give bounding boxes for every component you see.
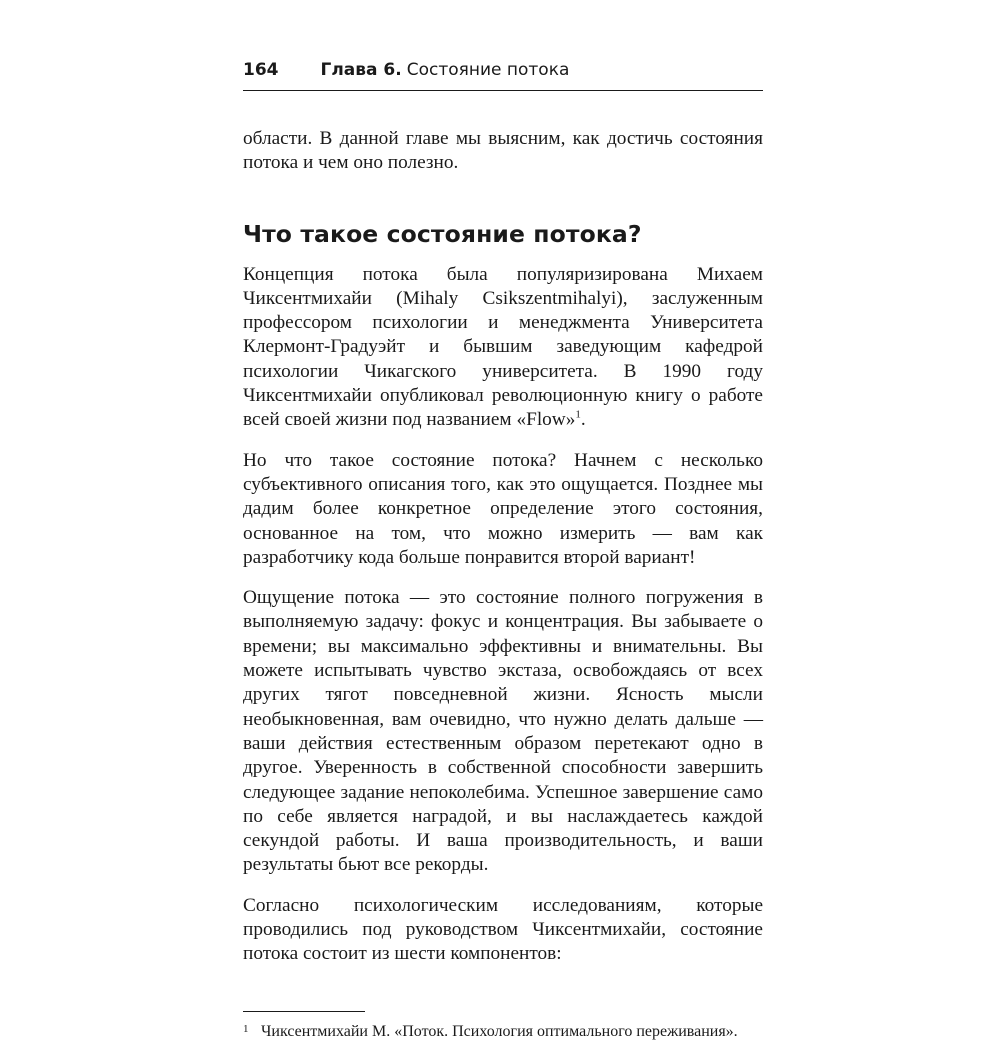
paragraph-flow-description: Ощущение потока — это состояние полного погружения в выполняемую задачу: фокус и концентрация. Вы забываете о времени; вы максимально эффективны и внимательны. Вы можете испытывать чувство экстаза, освобождаясь от всех других тягот повседневной жизни. Ясность мысли необыкновенная, вам очевидно, что нужно делать дальше — ваши действия естественным образом перетекают одно в другое. Уверенность в собственной способности завершить следующее задание непоколебима. Успешное завершение само по себе является наградой, и вы наслаждаетесь каждой секундой работы. И ваша производительность, и ваши результаты бьют все рекорды.: [243, 587, 763, 876]
section-heading: Что такое состояние потока?: [243, 219, 642, 248]
footnote-reference[interactable]: 1: [575, 408, 581, 421]
chapter-title: Состояние потока: [406, 60, 570, 80]
footnote-divider: [243, 1011, 365, 1012]
paragraph-components-intro: Согласно психологическим исследованиям, которые проводились под руководством Чиксентмихайи, состояние потока состоит из шести компонентов:: [243, 894, 763, 965]
paragraph-question: Но что такое состояние потока? Начнем с несколько субъективного описания того, как это ощущается. Позднее мы дадим более конкретное определение этого состояния, основанное на том, что можно измерить — вам как разработчику кода больше понравится второй вариант!: [243, 449, 763, 568]
page-number: 164: [243, 60, 279, 80]
paragraph-concept: [243, 263, 763, 433]
chapter-label: Глава 6.: [320, 60, 402, 80]
paragraph-concept-text: Концепция потока была популяризирована Михаем Чиксентмихайи (Mihaly Csikszentmihalyi), заслуженным профессором психологии и менеджмента Университета Клермонт-Градуэйт и бывшим заведующим кафедрой психологии Чикагского университета. В 1990 году Чиксентмихайи опубликовал революционную книгу о работе всей своей жизни под названием «Flow»: [243, 263, 763, 431]
footnote: [243, 1022, 763, 1042]
footnote-mark: 1: [243, 1022, 249, 1035]
footnote-text: Чиксентмихайи М. «Поток. Психология оптимального переживания».: [261, 1022, 738, 1040]
book-page: [243, 60, 763, 1042]
paragraph-concept-end: .: [580, 409, 586, 431]
running-header: [243, 60, 763, 91]
intro-paragraph: области. В данной главе мы выясним, как достичь состояния потока и чем оно полезно.: [243, 128, 763, 174]
